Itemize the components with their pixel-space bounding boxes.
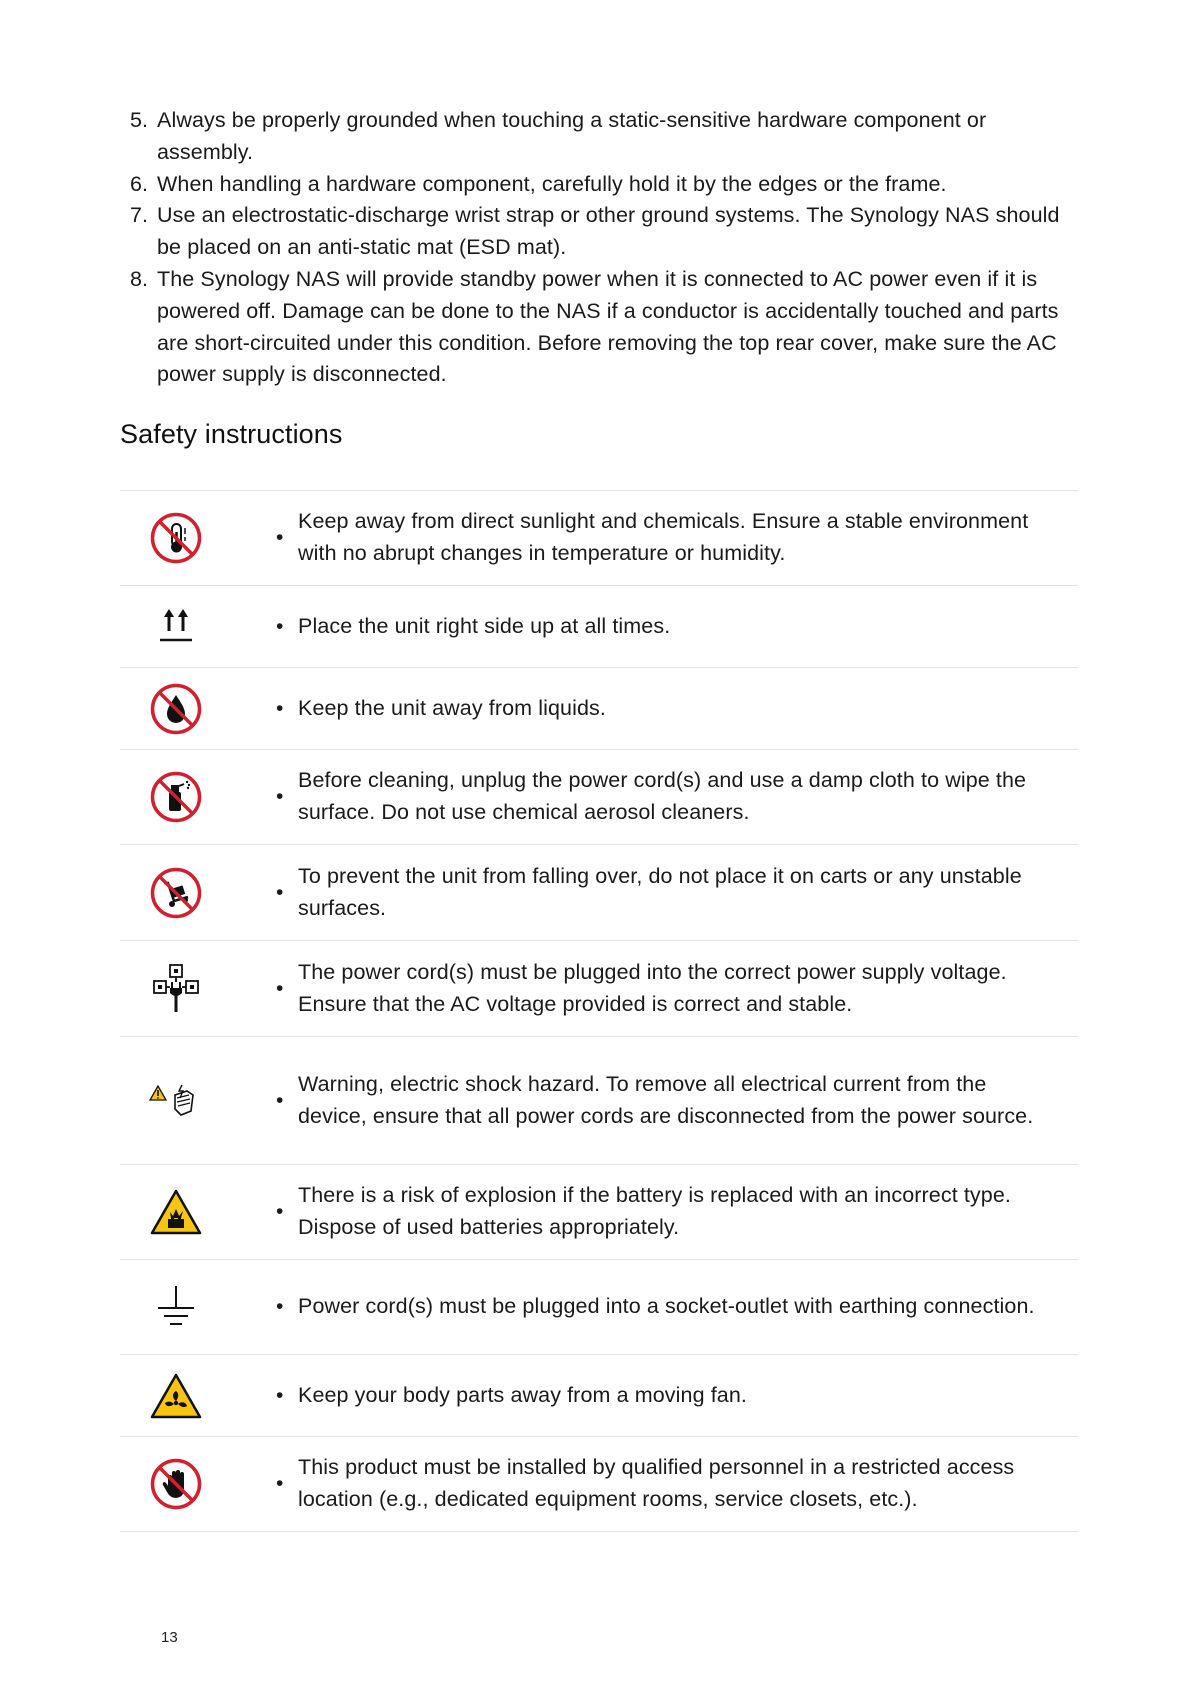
earth-ground-icon — [120, 1260, 232, 1354]
instruction-text: Place the unit right side up at all times. — [298, 613, 671, 638]
bullet: • — [276, 1088, 284, 1112]
table-row — [120, 1437, 1078, 1532]
section-heading: Safety instructions — [120, 419, 343, 449]
step-number: 5. — [130, 108, 149, 132]
page-number: 13 — [161, 1629, 178, 1646]
step-text: Always be properly grounded when touching a static-sensitive hardware component or assembly. — [157, 108, 987, 164]
table-row — [120, 586, 1078, 668]
battery-explosion-warning-icon — [120, 1165, 232, 1259]
step-number: 7. — [130, 203, 149, 228]
bullet: • — [276, 976, 284, 1000]
no-liquids-icon — [120, 668, 232, 749]
table-row — [120, 491, 1078, 586]
safety-instructions-table — [120, 490, 1078, 1532]
step-text: The Synology NAS will provide standby power when it is connected to AC power even if it is powered off. Damage can be done to the NAS if a conductor is accidentally touched and parts are short-circuited under this condition. Before removing the top rear cover, make sure the AC power supply is disconnected. — [157, 266, 1059, 387]
instruction-text: This product must be installed by qualified personnel in a restricted access location (e.g., dedicated equipment rooms, service closets, etc.). — [298, 1455, 1015, 1511]
this-side-up-icon — [120, 586, 232, 667]
no-cart-icon — [120, 845, 232, 940]
no-sunlight-chemicals-icon — [120, 491, 232, 585]
table-row — [120, 845, 1078, 941]
step-text: When handling a hardware component, carefully hold it by the edges or the frame. — [157, 171, 947, 196]
electric-shock-warning-icon — [120, 1037, 232, 1164]
precaution-steps-list — [120, 105, 1080, 391]
instruction-text: Warning, electric shock hazard. To remove all electrical current from the device, ensure that all power cords are disconnected from the power source. — [298, 1071, 1034, 1128]
moving-fan-warning-icon — [120, 1355, 232, 1436]
list-item — [120, 264, 1080, 391]
table-row — [120, 668, 1078, 750]
list-item — [120, 169, 1080, 201]
instruction-text: Keep the unit away from liquids. — [298, 695, 606, 720]
bullet: • — [276, 785, 284, 809]
list-item — [120, 200, 1080, 264]
instruction-text: Keep your body parts away from a moving fan. — [298, 1382, 747, 1407]
table-row — [120, 1355, 1078, 1437]
list-item — [120, 105, 1080, 169]
instruction-text: To prevent the unit from falling over, do not place it on carts or any unstable surfaces. — [298, 863, 1022, 920]
bullet: • — [276, 1295, 284, 1319]
bullet: • — [276, 1472, 284, 1496]
restricted-access-icon — [120, 1437, 232, 1531]
table-row — [120, 941, 1078, 1037]
table-row — [120, 750, 1078, 845]
no-aerosol-icon — [120, 750, 232, 844]
instruction-text: Before cleaning, unplug the power cord(s) and use a damp cloth to wipe the surface. Do not use chemical aerosol cleaners. — [298, 768, 1027, 824]
bullet: • — [276, 1383, 284, 1407]
bullet: • — [276, 880, 284, 904]
instruction-text: Power cord(s) must be plugged into a socket-outlet with earthing connection. — [298, 1294, 1035, 1319]
step-number: 8. — [130, 266, 149, 291]
bullet: • — [276, 614, 284, 638]
bullet: • — [276, 696, 284, 720]
bullet: • — [276, 1200, 284, 1224]
instruction-text: There is a risk of explosion if the battery is replaced with an incorrect type. Dispose of used batteries appropriately. — [298, 1183, 1011, 1239]
instruction-text: Keep away from direct sunlight and chemicals. Ensure a stable environment with no abrupt changes in temperature or humidity. — [298, 509, 1029, 565]
step-number: 6. — [130, 171, 149, 196]
table-row — [120, 1037, 1078, 1165]
bullet: • — [276, 526, 284, 550]
power-supply-voltage-icon — [120, 941, 232, 1036]
step-text: Use an electrostatic-discharge wrist strap or other ground systems. The Synology NAS should be placed on an anti-static mat (ESD mat). — [157, 203, 1060, 260]
table-row — [120, 1260, 1078, 1355]
instruction-text: The power cord(s) must be plugged into the correct power supply voltage. Ensure that the AC voltage provided is correct and stable. — [298, 959, 1007, 1016]
table-row — [120, 1165, 1078, 1260]
